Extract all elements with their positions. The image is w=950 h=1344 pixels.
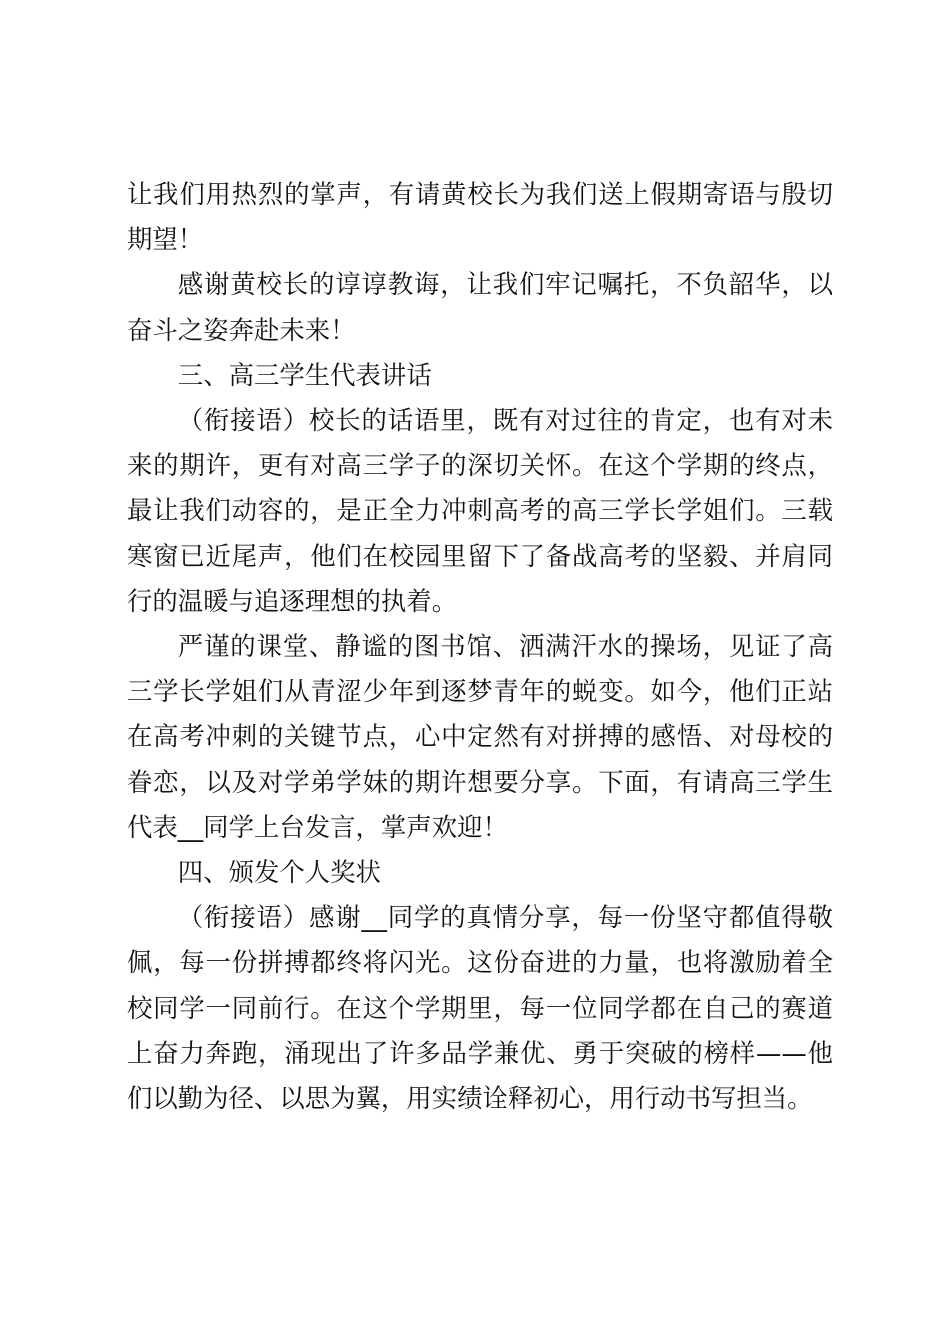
- paragraph-transition-4: （衔接语）感谢__同学的真情分享，每一份坚守都值得敬佩，每一份拼搏都终将闪光。这份奋进的力量，也将激励着全校同学一同前行。在这个学期里，每一位同学都在自己的赛道上奋力奔跑，涌现出了许多品学兼优、勇于突破的榜样——他们以勤为径、以思为翼，用实绩诠释初心，用行动书写担当。: [127, 902, 833, 1114]
- paragraph-senior-intro: 严谨的课堂、静谧的图书馆、洒满汗水的操场，见证了高三学长学姐们从青涩少年到逐梦青年的蜕变。如今，他们正站在高考冲刺的关键节点，心中定然有对拼搏的感悟、对母校的眷恋，以及对学弟学妹的期许想要分享。下面，有请高三学生代表__同学上台发言，掌声欢迎！: [127, 631, 833, 842]
- section-heading-4: 四、颁发个人奖状: [177, 857, 381, 888]
- paragraph-thanks-principal: 感谢黄校长的谆谆教诲，让我们牢记嘱托，不负韶华，以奋斗之姿奔赴未来！: [127, 269, 833, 345]
- paragraph-transition-3: （衔接语）校长的话语里，既有对过往的肯定，也有对未来的期许，更有对高三学子的深切关怀。在这个学期的终点，最让我们动容的，是正全力冲刺高考的高三学长学姐们。三载寒窗已近尾声，他们在校园里留下了备战高考的坚毅、并肩同行的温暖与追逐理想的执着。: [127, 405, 833, 616]
- paragraph-closing-invitation: 让我们用热烈的掌声，有请黄校长为我们送上假期寄语与殷切期望！: [127, 179, 833, 255]
- document-body: [127, 172, 833, 1121]
- section-heading-3: 三、高三学生代表讲话: [177, 359, 432, 390]
